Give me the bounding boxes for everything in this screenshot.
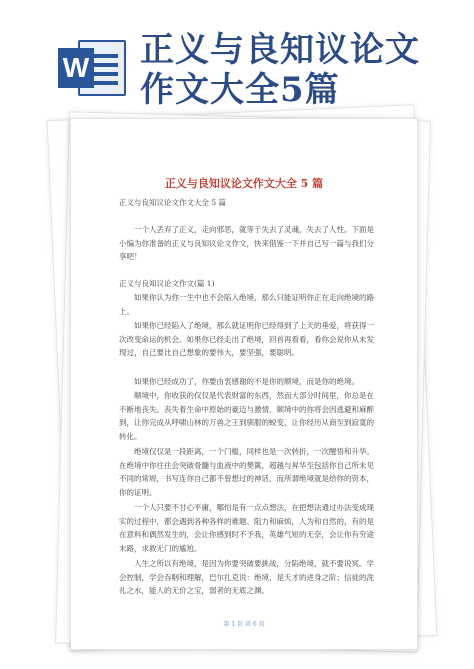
body-paragraph: 如果你已经成功了，你要由衷感谢的不是你的顺境，而是你的绝境。 [134,377,359,386]
icon-line [94,54,118,58]
document-page [70,118,418,650]
body-paragraph: 顺境中，你收获的仅仅是代表财富的东西，然而大部分时间里，你总是在不断地丧失。丧失着生命中原始的豪迈与激情，顺境中的你将会因逃避和麻醉到，让你完成从呼啸山林的万兽之王到驯服的蜕变，让你经历从商至到寂寞的转化。 [119,391,374,441]
icon-line [94,72,118,76]
intro-paragraph: 一个人丢弃了正义，走向邪恶，就等于失去了灵魂，失去了人性。下面是小编为你准备的正义与良知议论文作文，快来借鉴一下并自己写一篇与我们分享吧！ [119,225,374,261]
word-badge: W [58,48,94,88]
body-paragraph: 一个人只要不甘心平庸，哪怕是有一点点想法，在把想法通过办法变成现实的过程中，都会遇到各种各样的难题、阻力和麻烦，人为和自然的，有的是在意料和偶然发生的，会让你感到时不予我，英雄气短的无奈，会让你有穷途末路，求救无门的尴尬。 [119,503,374,553]
document-title: 正义与良知议论文作文大全 5 篇 [164,177,324,190]
banner-title [140,30,470,110]
icon-line [94,63,118,67]
section-heading: 正义与良知议论文作文(篇 1) [119,279,215,288]
page-footer: 第 1 页 共 6 页 [223,621,265,628]
document-subtitle: 正义与良知议论文作文大全 5 篇 [119,198,227,207]
body-paragraph: 如果你已经陷入了绝境，那么就证明你已经得到了上天的垂爱，将获得一次改变命运的机会。如果你已经走出了绝境，回首再看看，看你会说你从未发现过，自己要比自己想象的要伟大，要坚强，要聪明。 [119,321,374,357]
word-document-icon [58,40,128,96]
body-paragraph: 绝境仅仅是一段距离，一个门槛，同样也是一次转折，一次醒悟和升华。在绝境中你往往会突破骨髓与血液中的樊篱，超越与昇华至包括你自己所未见不同的常规，书写连你自己都不曾想过的神话，而所谓绝境就是给你的资本，你的证明。 [119,447,374,497]
body-paragraph: 人生之所以有绝境，是因为你要突破要挑战，分陷绝境，就不要说冥。学会控制，学会吞咽和理解，巴尔扎克说：绝境，是天才的进身之阶；信徒的洗礼之水，能人的无价之宝，弱者的无底之渊。 [119,559,374,595]
banner-title-line2: 作文大全5篇 [140,70,340,110]
body-paragraph: 如果你认为你一生中也不会陷入绝境，那么只能证明你正在走向绝境的路上。 [119,293,374,316]
banner-title-line1: 正义与良知议论文 [140,30,420,70]
icon-line [94,81,118,85]
